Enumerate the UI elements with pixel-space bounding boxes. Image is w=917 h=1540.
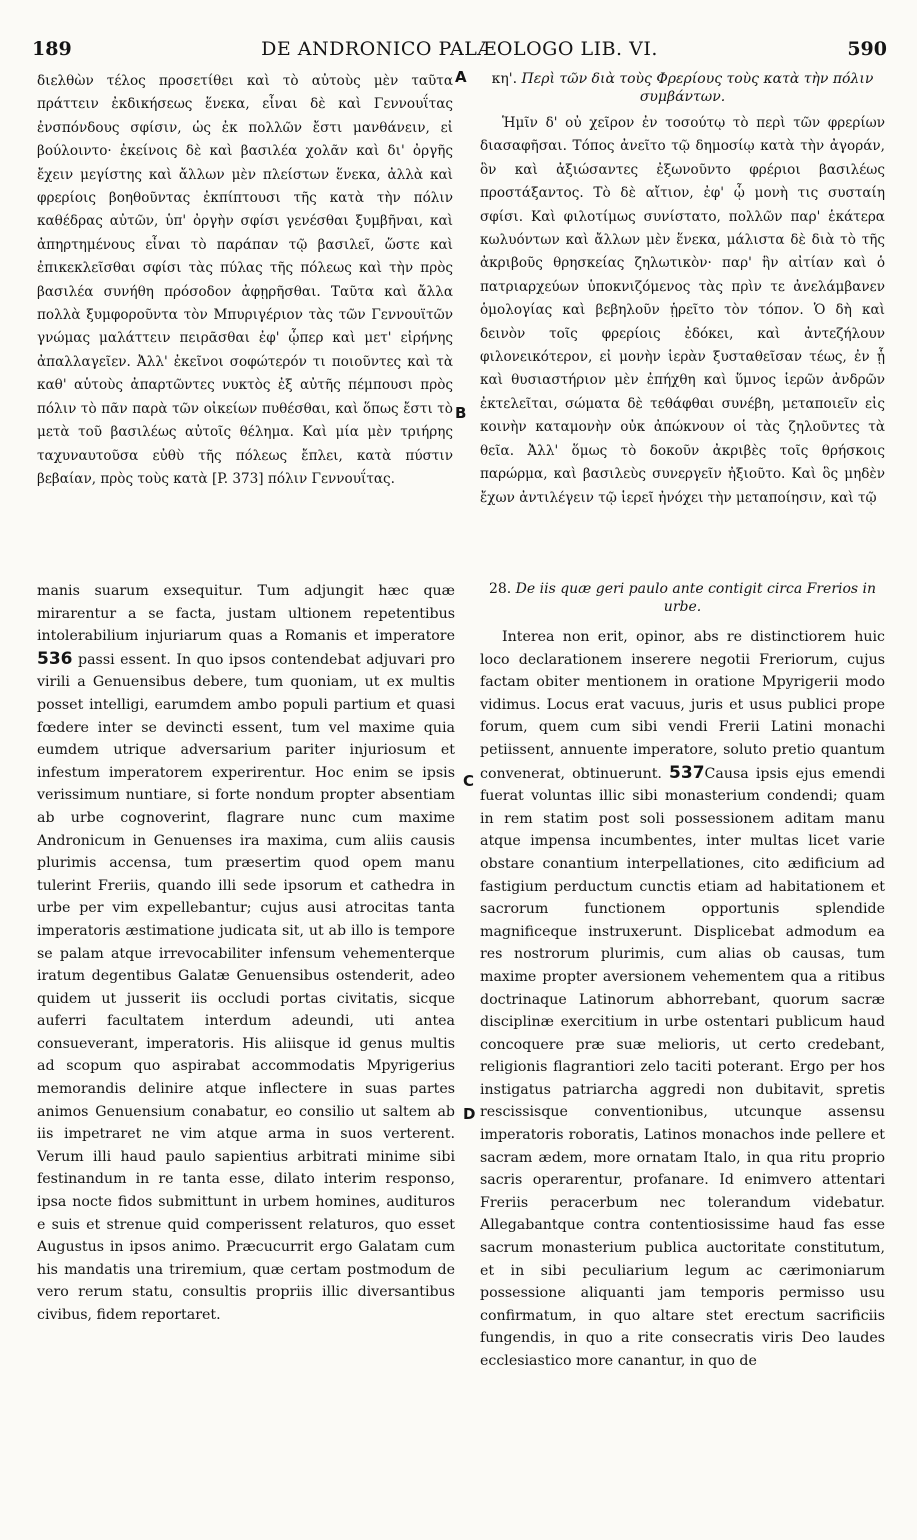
latin-right-text-b: Causa ipsis ejus emendi fuerat voluntas illic sibi monasterium condendi; quam in rem statim post soli possessionem aditam manu atque impensa incumbentes, inter multas licet varie obstare conantium interpellationes, cito ædificium ad fastigium perductum cunctis etiam ad habitationem et sacrorum functionem opportunis splendide magnificeque instruxerunt. Displicebat admodum ea res nostrorum plurimis, cum alias ob causas, tum maxime propter aversionem vehementem qua a ritibus doctrinaque Latinorum abhorrebant, quorum sacræ disciplinæ exercitium in urbe ostentari publicum haud concoquere præ suæ melioris, ut certo credebant, religionis flagrantiori zelo taciti poterant. Ergo per hos instigatus patriarcha aggredi non dubitavit, spretis rescissisque conventionibus, utcunque assensu imperatoris roboratis, Latinos monachos inde pellere et sacram ædem, more ornatam Italo, in qua ritu proprio sacris operarentur, profanare. Id enimvero attentari Freriis peracerbum nec tolerandum videbatur. Allegabantque contra contentiosissime haud fas esse sacrum monasterium publica auctoritate constitutum, et in sibi peculiarium legum ac cærimoniarum possessione aliquanti jam temporis permisso usu confirmatum, in quo altare stet erectum sacrificiis fungendis, in quo a rite consecratis viris Deo laudes ecclesiastico more canantur, in quo de (480, 765, 886, 1369)
greek-section-heading (480, 70, 885, 106)
margin-marker-b: B (455, 404, 467, 422)
latin-paragraph-left (37, 580, 455, 1327)
running-title: DE ANDRONICO PALÆOLOGO LIB. VI. (261, 38, 658, 60)
page-mark-536: 536 (37, 648, 73, 669)
page-number-left: 189 (32, 38, 72, 60)
latin-right-text-a: Interea non erit, opinor, abs re distinctiorem huic loco declarationem inserere negotii Freriorum, cujus factam obiter mentionem in oratione Mpyrigerii modo vidimus. Locus erat vacuus, juris et usus publici prope forum, quem cum sibi vendi Frerii Latini monachi petiissent, annuente imperatore, soluto pretio quantum convenerat, obtinuerunt. (480, 629, 885, 782)
greek-column-right (480, 70, 885, 510)
latin-column-left (37, 580, 455, 1327)
greek-section-number: κη'. (491, 71, 518, 87)
latin-left-text-a: manis suarum exsequitur. Tum adjungit hæc quæ mirarentur a se facta, justam ultionem repetentibus intolerabilium injuriarum quas a Romanis et imperatore (37, 583, 455, 645)
greek-section-title: Περὶ τῶν διὰ τοὺς Φρερίους τοὺς κατὰ τὴν πόλιν συμβάντων. (521, 71, 874, 105)
margin-marker-d: D (463, 1105, 476, 1123)
running-header (32, 38, 887, 64)
latin-left-text-b: passi essent. In quo ipsos contendebat adjuvari pro virili a Genuensibus debere, tum quoniam, ut ex multis posset intelligi, earumdem ambo populi partium et quasi fœdere inter se devincti essent, tum vel maxime quia eumdem utrique adversarium pariter injuriosum et infestum imperatorem experirentur. Hoc enim se ipsis verissimum nuntiare, si forte nondum propter absentiam ab urbe cognoverint, flagrare nunc cum maxime Andronicum in Genuenses ira maxima, cum aliis causis plurimis accensa, tum præsertim quod opem manu tulerint Freriis, quando illi sede ipsorum et cathedra in urbe per vim expellebantur; cujus ausi atrocitas tanta imperatoris æstimatione judicata sit, ut ab illo is tempore se palam atque irrevocabiliter infensum vehementerque iratum degentibus Galatæ Genuensibus ostenderit, adeo quidem ut jusserit iis occludi portas civitatis, sicque auferri facultatem interdum adeundi, uti antea consueverant, imperatoris. His aliisque id genus multis ad scopum quo aspirabat accommodatis Mpyrigerius memorandis delinire atque inflectere in suas partes animos Genuensium conabatur, eo consilio ut saltem ab iis impetraret ne vim atque arma in suos verterent. Verum illi haud paulo sapientius arbitrati minime sibi festinandum in re tanta esse, dilato interim responso, ipsa nocte fidos submittunt in urbem homines, audituros e suis et strenue quid comperissent relaturos, quo esset Augustus in ipsos animo. Præcucurrit ergo Galatam cum his mandatis una triremium, quæ certam postmodum de vero rerum statu, consultis propriis illic diversantibus civibus, fidem reportaret. (37, 651, 455, 1323)
page-mark-537: 537 (669, 762, 705, 783)
latin-paragraph-right (480, 626, 885, 1373)
greek-column-left (37, 70, 453, 491)
latin-section-title: De iis quæ geri paulo ante contigit circa Frerios in urbe. (515, 581, 877, 615)
margin-marker-a: A (455, 68, 467, 86)
greek-paragraph-right: Ἡμῖν δ' οὐ χεῖρον ἐν τοσούτῳ τὸ περὶ τῶν φρερίων διασαφῆσαι. Τόπος ἀνεῖτο τῷ δημοσίῳ κατὰ τὴν ἀγοράν, ὃν καὶ ἀξιώσαντες ἐξωνοῦντο φρέριοι βασιλέως προστάξαντος. Τὸ δὲ αἴτιον, ἐφ' ᾧ μονὴ τις συσταίη σφίσι. Καὶ φιλοτίμως συνίστατο, πολλῶν παρ' ἑκάτερα κωλυόντων καὶ ἄλλων μὲν ἕνεκα, μάλιστα δὲ διὰ τὸ τῆς ἀκριβοῦς θρησκείας ζηλωτικὸν· παρ' ἣν αἰτίαν καὶ ὁ πατριαρχεύων ὑποκνιζόμενος τὰς πρὶν τε ἀνελάμβανεν ὁμολογίας καὶ βεβηλοῦν ᾑρεῖτο τὸν τόπον. Ὁ δὴ καὶ δεινὸν τοῖς φρερίοις ἐδόκει, καὶ ἀντεζήλουν φιλονεικότερον, εἰ μονὴν ἱερὰν ξυσταθεῖσαν τέως, ἐν ᾗ καὶ θυσιαστήριον μὲν ἐπήχθη καὶ ὕμνος ἱερῶν ἀνδρῶν ἐκτελεῖται, σώματα δὲ τεθάφθαι συνέβη, μεταποιεῖν εἰς κοινὴν καταμονὴν οὐκ ἀπώκνουν οἱ τὰς ζηλοῦντες τὰ θεῖα. Ἀλλ' ὅμως τὸ δοκοῦν ἀκριβὲς τοῖς θρήσκοις παρώρμα, καὶ βασιλεὺς συνεργεῖν ἠξιοῦτο. Καὶ ὃς μηδὲν ἔχων ἀντιλέγειν τῷ ἱερεῖ ἠνόχει τὴν μεταποίησιν, καὶ τῷ (480, 115, 885, 506)
latin-section-heading (480, 580, 885, 616)
latin-column-right (480, 580, 885, 1373)
page-number-right: 590 (847, 38, 887, 60)
greek-paragraph-left: διελθὼν τέλος προσετίθει καὶ τὸ αὐτοὺς μὲν ταῦτα πράττειν ἐκδικήσεως ἕνεκα, εἶναι δὲ καὶ Γεννουΐτας ἐνσπόνδους σφίσιν, ὡς ἐκ πολλῶν ἔστι μανθάνειν, εἰ βούλοιντο· ἐκείνοις δὲ καὶ βασιλέα χολᾶν καὶ δι' ὀργῆς ἔχειν μεγίστης καὶ ἄλλων μὲν πλείστων ἕνεκα, ἀλλὰ καὶ φρερίοις βοηθοῦντας ἐκπίπτουσι τῆς κατὰ τὴν πόλιν καθέδρας αὐτῶν, ὑπ' ὀργὴν σφίσι γενέσθαι ξυμβῆναι, καὶ ἀπηρτημένους εἶναι τὸ παράπαν τῷ βασιλεῖ, ὥστε καὶ ἐπικεκλεῖσθαι σφίσι τὰς πύλας τῆς πόλεως καὶ τὴν πρὸς βασιλέα συνήθη πρόσοδον ἀφῃρῆσθαι. Ταῦτα καὶ ἄλλα πολλὰ ξυμφοροῦντα τὸν Μπυριγέριον τὰς τῶν Γεννουϊτῶν γνώμας μαλάττειν πειρᾶσθαι ἐφ' ᾧπερ καὶ μετ' εἰρήνης ἀπαλλαγεῖεν. Ἀλλ' ἐκεῖνοι σοφώτερόν τι ποιοῦντες καὶ τὰ καθ' αὑτοὺς ἀπαρτῶντες νυκτὸς ἐξ αὐτῆς πέμπουσι πρὸς πόλιν τὸ πᾶν παρὰ τῶν οἰκείων πυθέσθαι, καὶ ὅπως ἔστι τὸ μετὰ τοῦ βασιλέως αὐτοῖς θέλημα. Καὶ μία μὲν τριήρης ταχυναυτοῦσα εὐθὺ τῆς πόλεως ἔπλει, κατὰ πύστιν βεβαίαν, πρὸς τοὺς κατὰ [P. 373] πόλιν Γεννουΐτας. (37, 73, 453, 487)
latin-section-number: 28. (488, 581, 512, 597)
margin-marker-c: C (463, 772, 475, 790)
